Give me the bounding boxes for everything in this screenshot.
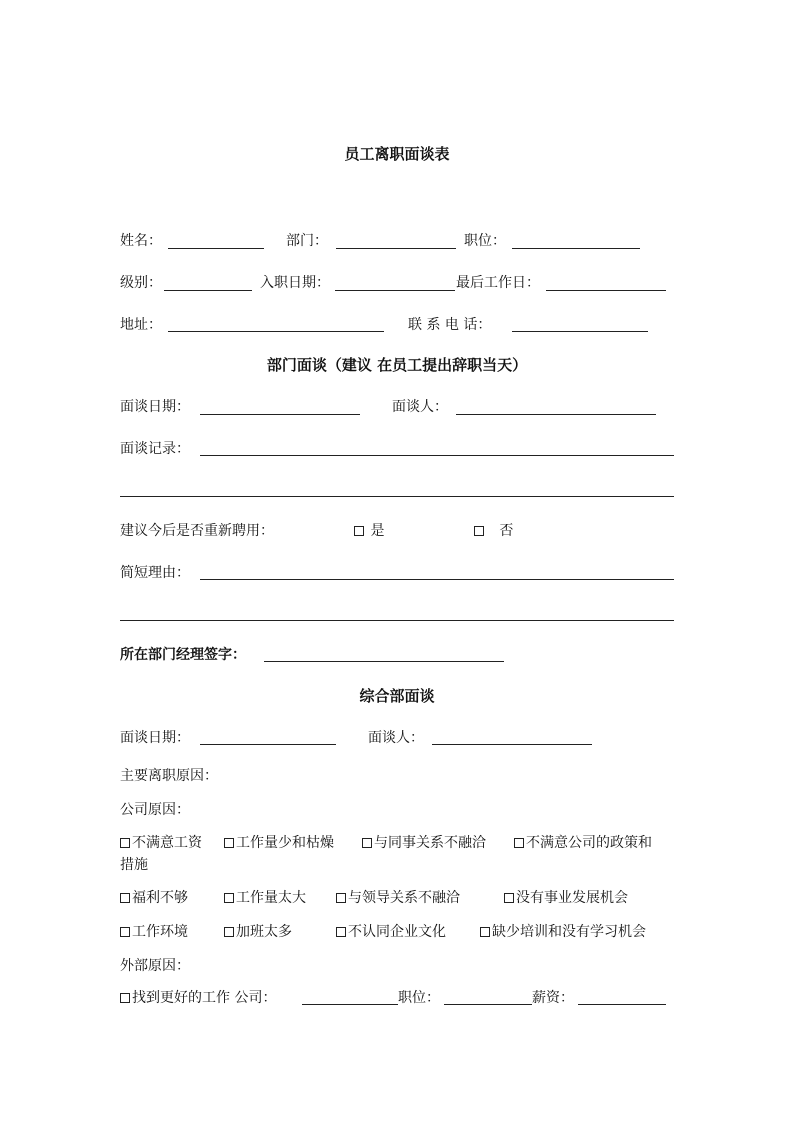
checkbox-icon[interactable] [480,927,490,937]
better-job-position-label: 职位： [398,990,440,1006]
checkbox-icon[interactable] [120,893,130,903]
dept-interview-date-label: 面谈日期： [120,399,190,415]
position-label: 职位： [464,233,506,249]
last-day-label: 最后工作日： [456,275,540,291]
general-interview-heading: 综合部面谈 [359,687,435,705]
reason-colleague-conflict[interactable] [362,832,486,852]
checkbox-icon[interactable] [120,838,130,848]
position-field[interactable] [512,248,640,249]
reason-label: 缺少培训和没有学习机会 [492,924,646,940]
checkbox-icon[interactable] [354,526,364,536]
checkbox-icon[interactable] [474,526,484,536]
rehire-yes-label: 是 [370,523,385,539]
reason-boring-work[interactable] [224,832,334,852]
last-day-field[interactable] [546,290,666,291]
dept-field[interactable] [336,248,456,249]
hire-date-label: 入职日期： [260,275,330,291]
general-interview-date-label: 面谈日期： [120,730,190,746]
checkbox-icon[interactable] [336,927,346,937]
main-reason-label: 主要离职原因： [120,768,218,784]
level-field[interactable] [164,290,252,291]
better-job-position-field[interactable] [444,1004,532,1005]
reason-label: 不认同企业文化 [348,924,446,940]
reason-label: 工作量少和枯燥 [236,835,334,851]
external-reason-label: 外部原因： [120,958,190,974]
reason-policy-wrap: 措施 [120,857,148,873]
reason-no-career-growth[interactable] [504,887,628,907]
reason-label: 与同事关系不融洽 [374,835,486,851]
rehire-no-option[interactable] [474,520,513,540]
reason-label: 福利不够 [132,890,188,906]
short-reason-field-line-2[interactable] [120,620,674,621]
dept-interviewer-label: 面谈人： [392,399,448,415]
checkbox-icon[interactable] [224,927,234,937]
reason-insufficient-benefits[interactable] [120,887,188,907]
dept-interview-date-field[interactable] [200,414,360,415]
better-job-salary-label: 薪资： [532,990,574,1006]
record-label: 面谈记录： [120,441,190,457]
rehire-no-label: 否 [499,523,514,539]
reason-label: 不满意工资 [132,835,202,851]
checkbox-icon[interactable] [224,838,234,848]
reason-low-salary[interactable] [120,832,202,852]
reason-label: 与领导关系不融洽 [348,890,460,906]
reason-label: 工作量太大 [236,890,306,906]
name-label: 姓名： [120,233,162,249]
level-label: 级别： [120,275,162,291]
better-job-salary-field[interactable] [578,1004,666,1005]
general-interview-date-field[interactable] [200,744,336,745]
short-reason-field-line-1[interactable] [200,579,674,580]
reason-culture-mismatch[interactable] [336,921,446,941]
reason-work-environment[interactable] [120,921,188,941]
reason-label: 加班太多 [236,924,292,940]
reason-policy-dissatisfaction[interactable] [514,832,652,852]
checkbox-icon[interactable] [504,893,514,903]
general-interviewer-field[interactable] [432,744,592,745]
better-job-company-field[interactable] [302,1004,398,1005]
address-field[interactable] [168,331,384,332]
reason-label: 工作环境 [132,924,188,940]
address-label: 地址： [120,317,162,333]
reason-leader-conflict[interactable] [336,887,460,907]
manager-sign-label: 所在部门经理签字： [120,647,246,663]
reason-too-much-overtime[interactable] [224,921,292,941]
form-title: 员工离职面谈表 [344,145,450,163]
checkbox-icon[interactable] [120,927,130,937]
dept-interview-heading: 部门面谈（建议 在员工提出辞职当天） [266,356,528,374]
reason-label: 没有事业发展机会 [516,890,628,906]
checkbox-icon[interactable] [120,993,130,1003]
reason-lack-of-training[interactable] [480,921,646,941]
phone-field[interactable] [512,331,648,332]
name-field[interactable] [168,248,264,249]
reason-label: 不满意公司的政策和 [526,835,652,851]
dept-interviewer-field[interactable] [456,414,656,415]
reason-heavy-workload[interactable] [224,887,306,907]
general-interviewer-label: 面谈人： [368,730,424,746]
manager-sign-field[interactable] [264,661,504,662]
checkbox-icon[interactable] [362,838,372,848]
record-field-line-1[interactable] [200,455,674,456]
checkbox-icon[interactable] [514,838,524,848]
better-job-label: 找到更好的工作 公司： [132,990,277,1006]
rehire-yes-option[interactable] [354,520,384,540]
checkbox-icon[interactable] [224,893,234,903]
dept-label: 部门： [286,233,328,249]
reason-better-job[interactable] [120,987,276,1007]
checkbox-icon[interactable] [336,893,346,903]
hire-date-field[interactable] [335,290,455,291]
rehire-label: 建议今后是否重新聘用： [120,523,274,539]
phone-label: 联 系 电 话： [408,317,492,333]
company-reason-label: 公司原因： [120,802,190,818]
short-reason-label: 简短理由： [120,565,190,581]
record-field-line-2[interactable] [120,496,674,497]
